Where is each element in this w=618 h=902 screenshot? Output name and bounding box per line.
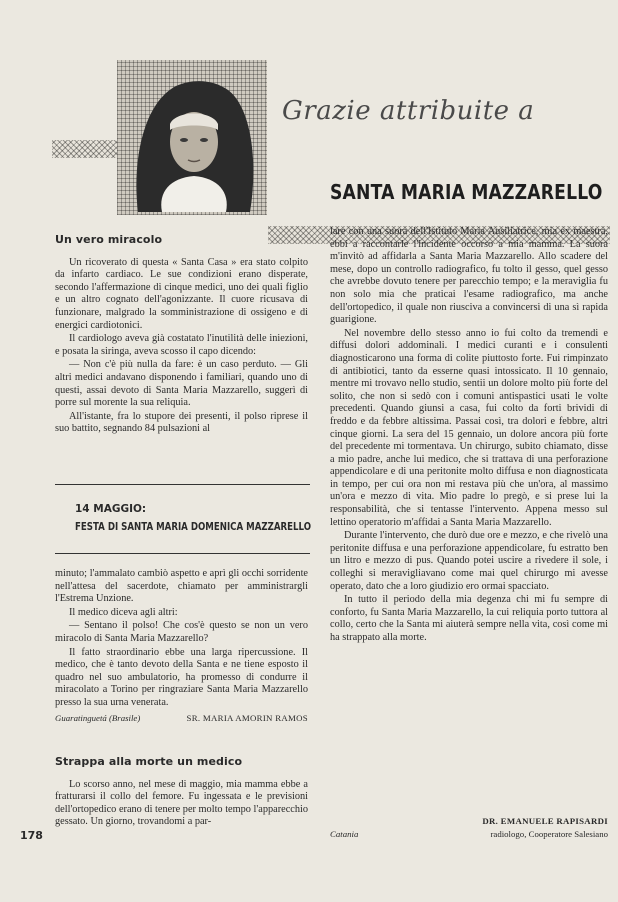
signature-miracle	[55, 712, 308, 725]
paragraph: lare con una suora dell'Istituto Maria Ausiliatrice, mia ex maestra, ebbi a raccontarle l'incidente occorso a mia mamma. La suora m'invitò ad affidarla a Santa Maria Mazzarello. Allo scadere del mese, dopo un controllo radiografico, fu tolto il gesso, quel gesso che avrebbe dovuto tenere per parecchio tempo; e la meraviglia fu non solo mia che praticai l'esame radiografico, ma anche dell'ortopedico, il quale non riusciva a convincersi di una sì rapida guarigione.	[330, 226, 608, 326]
nun-portrait-image	[118, 74, 270, 212]
article-miracle-continued	[55, 568, 308, 724]
section-heading-miracle: Un vero miracolo	[55, 233, 163, 246]
paragraph: Il medico diceva agli altri:	[69, 606, 178, 618]
signature-role: radiologo, Cooperatore Salesiano	[490, 829, 608, 839]
signature-location: Catania	[330, 829, 359, 839]
feast-box	[55, 484, 310, 554]
script-title: Grazie attribuite a	[282, 96, 535, 126]
paragraph: — Non c'è più nulla da fare: è un caso perduto. — Gli altri medici andavano disponendo i familiari, quando uno di questi, assai devoto di Santa Maria Mazzarello, suggerì di porre sul morente la sua reliquia.	[55, 359, 308, 409]
paragraph: Lo scorso anno, nel mese di maggio, mia mamma ebbe a fratturarsi il collo del femore. Fu ingessata e le previsioni dell'ortopedico erano di tenere per molto tempo l'apparecchio gessato. Un giorno, trovandomi a par-	[55, 778, 308, 828]
paragraph: All'istante, fra lo stupore dei presenti, il polso riprese il suo battito, segnando 84 pulsazioni al	[55, 410, 308, 435]
paragraph: Nel novembre dello stesso anno io fui colto da tremendi e diffusi dolori addominali. I medici curanti e i consulenti diagnosticarono una forma di colite piuttosto forte. Fui rimpinzato di antibiotici, tanto da esserne quasi intossicato. Il 10 gennaio, mentre mi trovavo nello studio, sentii un dolore molto più forte del solito, che non si sedò con i comuni antispastici usati le volte precedenti. Quando giunsi a casa, fui colto da forti brividi di freddo e da febbre altissima. Passai così, tra dolori e febbre, altri cinque giorni. La sera del 15 gennaio, un dolore ancora più forte del precedente mi tormentava. Un chirurgo, subito chiamato, disse a mio padre, anche lui medico, che si trattava di una perforazione appendicolare e di una peritonite molto diffusa e non diagnosticata in tempo, per cui ora non mi restava più che un'ora, al massimo un'ora e mezzo di vita. Mio padre lo pregò, e si prese lui la responsabilità, che si tentasse l'intervento. Appena messo sul lettino operatorio m'affidai a Santa Maria Mazzarello.	[330, 327, 608, 528]
decorative-band-left	[52, 140, 118, 158]
paragraph: minuto; l'ammalato cambiò aspetto e aprì gli occhi sorridente nell'attesa del sacerdote, chiamato per amministrargli l'Estrema Unzione.	[55, 568, 308, 605]
section-heading-doctor: Strappa alla morte un medico	[55, 755, 243, 768]
article-doctor	[55, 756, 308, 830]
paragraph: Il fatto straordinario ebbe una larga ripercussione. Il medico, che è tanto devoto della Santa e ne tiene esposto il quadro nel suo ambulatorio, ha promesso di condurre il miracolato a Torino per ringraziare Santa Maria Mazzarello presso la sua urna venerata.	[55, 646, 308, 708]
signature-name: DR. EMANUELE RAPISARDI	[482, 816, 608, 826]
page-number: 178	[20, 829, 43, 842]
paragraph: — Sentano il polso! Che cos'è questo se non un vero miracolo di Santa Maria Mazzarello?	[55, 620, 308, 644]
article-doctor-continued	[330, 226, 608, 646]
signature-doctor	[330, 816, 608, 839]
article-miracle	[55, 234, 308, 437]
feast-name: FESTA DI SANTA MARIA DOMENICA MAZZARELLO	[75, 521, 312, 533]
paragraph: Durante l'intervento, che durò due ore e mezzo, e che rivelò una peritonite diffusa e una perforazione appendicolare, fu estratto ben un litro e mezzo di pus. Quando potei uscire a rivedere il sole, i colleghi si meravigliavano come mai quel chirurgo mi avesse operato, dato che a loro giudizio ero ormai spacciato.	[330, 530, 608, 592]
main-title: SANTA MARIA MAZZARELLO	[330, 180, 603, 204]
paragraph: Il cardiologo aveva già costatato l'inutilità delle iniezioni, e posata la siringa, aveva scosso il capo dicendo:	[55, 333, 308, 357]
paragraph: In tutto il periodo della mia degenza chi mi fu sempre di conforto, fu Santa Maria Mazzarello, la cui reliquia porto tuttora al collo, certo che la Santa mi aiuterà sempre nella vita, così come mi ha strappato alla morte.	[330, 594, 608, 643]
paragraph: Un ricoverato di questa « Santa Casa » era stato colpito da infarto cardiaco. Le sue condizioni erano disperate, secondo l'affermazione di cinque medici, uno dei quali figlio e un altro cognato dell'agonizzante. Il cuore ricusava di funzionare, malgrado la somministrazione di ossigeno e di energici cardiotonici.	[55, 256, 308, 331]
signature-name: SR. MARIA AMORIN RAMOS	[186, 712, 308, 723]
signature-location: Guaratinguetá (Brasile)	[55, 712, 141, 723]
feast-date: 14 MAGGIO:	[75, 503, 147, 515]
